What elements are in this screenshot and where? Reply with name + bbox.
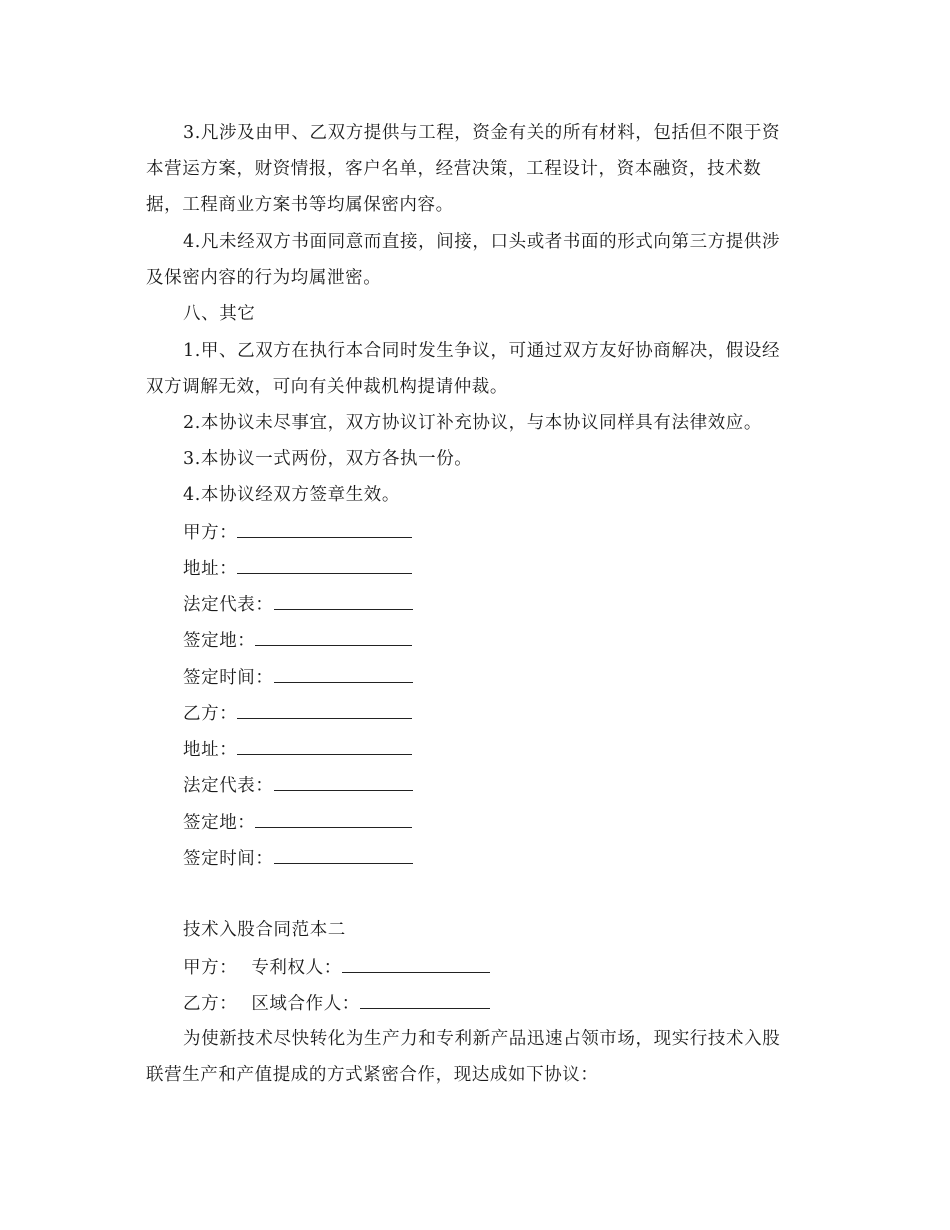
template-2-party-a-blank [342, 956, 490, 973]
sig-place-a [183, 629, 412, 652]
sig-rep-a-label: 法定代表： [183, 595, 274, 615]
sig-rep-a-blank [274, 593, 413, 610]
sig-rep-b-label: 法定代表： [183, 776, 274, 796]
sig-party-b-blank [237, 702, 412, 719]
sig-address-b-blank [237, 738, 412, 755]
sig-place-b-label: 签定地： [183, 813, 256, 833]
template-2-title: 技术入股合同范本二 [183, 920, 346, 940]
sig-time-a-blank [274, 666, 413, 683]
template-2-party-a [183, 956, 490, 979]
sig-address-b [183, 738, 412, 761]
template-2-party-a-role: 专利权人： [251, 958, 342, 978]
clause-7-4-line-2: 及保密内容的行为均属泄密。 [146, 268, 382, 288]
template-2-party-b [183, 992, 490, 1015]
clause-7-3-line-3: 据，工程商业方案书等均属保密内容。 [146, 195, 454, 215]
template-2-party-b-blank [360, 992, 490, 1009]
sig-place-b-blank [255, 811, 412, 828]
clause-8-1-line-2: 双方调解无效，可向有关仲裁机构提请仲裁。 [146, 377, 508, 397]
section-8-heading: 八、其它 [183, 304, 256, 324]
sig-time-b-label: 签定时间： [183, 849, 274, 869]
sig-time-a [183, 666, 413, 689]
clause-7-4-line-1: 4.凡未经双方书面同意而直接，间接，口头或者书面的形式向第三方提供涉 [183, 232, 781, 252]
clause-8-4: 4.本协议经双方签章生效。 [183, 485, 400, 505]
clause-7-3-line-2: 本营运方案，财资情报，客户名单，经营决策，工程设计，资本融资，技术数 [146, 159, 762, 179]
template-2-intro-line-1: 为使新技术尽快转化为生产力和专利新产品迅速占领市场，现实行技术入股 [183, 1029, 781, 1049]
sig-address-a [183, 557, 412, 580]
sig-time-a-label: 签定时间： [183, 668, 274, 688]
sig-address-a-blank [237, 557, 412, 574]
sig-party-b [183, 702, 412, 725]
clause-7-3-line-1: 3.凡涉及由甲、乙双方提供与工程，资金有关的所有材料，包括但不限于资 [183, 123, 781, 143]
template-2-party-a-label: 甲方： [183, 958, 238, 978]
sig-place-a-label: 签定地： [183, 631, 256, 651]
sig-party-b-label: 乙方： [183, 704, 238, 724]
sig-party-a-blank [237, 521, 412, 538]
sig-rep-a [183, 593, 413, 616]
sig-party-a [183, 521, 412, 544]
template-2-party-b-label: 乙方： [183, 994, 238, 1014]
clause-8-3: 3.本协议一式两份，双方各执一份。 [183, 449, 473, 469]
clause-8-1-line-1: 1.甲、乙双方在执行本合同时发生争议，可通过双方友好协商解决，假设经 [183, 341, 781, 361]
sig-address-a-label: 地址： [183, 559, 238, 579]
sig-time-b-blank [274, 847, 413, 864]
template-2-intro-line-2: 联营生产和产值提成的方式紧密合作，现达成如下协议： [146, 1065, 599, 1085]
sig-address-b-label: 地址： [183, 740, 238, 760]
sig-rep-b [183, 774, 413, 797]
sig-rep-b-blank [274, 774, 413, 791]
clause-8-2: 2.本协议未尽事宜，双方协议订补充协议，与本协议同样具有法律效应。 [183, 413, 762, 433]
sig-time-b [183, 847, 413, 870]
sig-place-a-blank [255, 629, 412, 646]
sig-party-a-label: 甲方： [183, 523, 238, 543]
sig-place-b [183, 811, 412, 834]
template-2-party-b-role: 区域合作人： [251, 994, 360, 1014]
